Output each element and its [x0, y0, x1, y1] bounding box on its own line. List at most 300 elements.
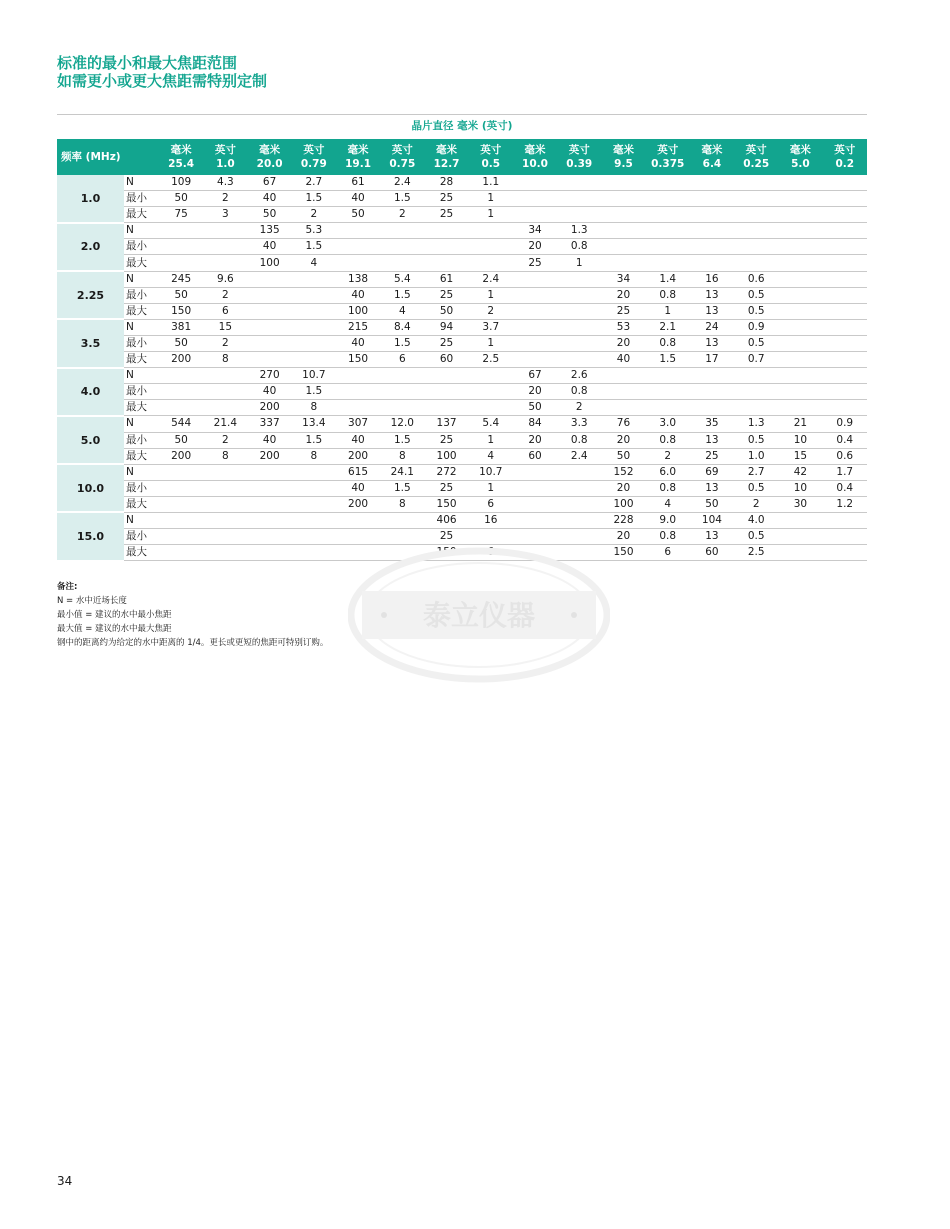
column-size: 0.375 — [651, 158, 685, 170]
value-cell: 4 — [292, 255, 336, 271]
column-header — [336, 139, 380, 175]
value-cell: 272 — [424, 464, 468, 480]
value-cell — [292, 303, 336, 319]
value-cell: 1 — [646, 303, 690, 319]
value-cell — [823, 352, 867, 368]
value-cell: 2.4 — [557, 448, 601, 464]
value-cell: 200 — [247, 400, 291, 416]
value-cell: 1.5 — [380, 335, 424, 351]
value-cell — [292, 287, 336, 303]
column-header — [646, 139, 690, 175]
value-cell: 40 — [601, 352, 645, 368]
value-cell — [734, 239, 778, 255]
value-cell: 0.5 — [734, 303, 778, 319]
value-cell — [823, 191, 867, 207]
value-cell — [778, 352, 822, 368]
value-cell — [247, 287, 291, 303]
value-cell — [159, 480, 203, 496]
column-size: 5.0 — [791, 158, 810, 170]
value-cell — [469, 223, 513, 239]
value-cell: 150 — [424, 545, 468, 561]
value-cell: 35 — [690, 416, 734, 432]
value-cell: 13 — [690, 529, 734, 545]
value-cell: 25 — [424, 480, 468, 496]
row-type-cell: 最小 — [124, 335, 159, 351]
table-row — [57, 239, 867, 255]
value-cell — [690, 400, 734, 416]
value-cell: 1 — [469, 191, 513, 207]
value-cell: 84 — [513, 416, 557, 432]
value-cell: 100 — [336, 303, 380, 319]
value-cell: 150 — [336, 352, 380, 368]
value-cell: 53 — [601, 319, 645, 335]
value-cell — [292, 480, 336, 496]
value-cell: 0.5 — [734, 335, 778, 351]
value-cell — [601, 239, 645, 255]
value-cell — [823, 529, 867, 545]
value-cell: 1.5 — [380, 480, 424, 496]
frequency-cell: 10.0 — [57, 464, 124, 512]
value-cell — [601, 175, 645, 191]
value-cell — [336, 223, 380, 239]
value-cell: 2.1 — [646, 319, 690, 335]
value-cell: 0.8 — [557, 384, 601, 400]
value-cell: 0.8 — [557, 432, 601, 448]
value-cell: 50 — [159, 191, 203, 207]
value-cell — [159, 529, 203, 545]
value-cell: 4.3 — [203, 175, 247, 191]
value-cell — [601, 223, 645, 239]
table-row — [57, 529, 867, 545]
value-cell — [513, 191, 557, 207]
value-cell: 2.7 — [292, 175, 336, 191]
value-cell: 8 — [380, 496, 424, 512]
value-cell: 4 — [380, 303, 424, 319]
column-header — [159, 139, 203, 175]
value-cell: 406 — [424, 512, 468, 528]
value-cell — [778, 207, 822, 223]
value-cell — [557, 207, 601, 223]
row-type-cell: 最小 — [124, 191, 159, 207]
value-cell — [247, 545, 291, 561]
value-cell — [646, 191, 690, 207]
value-cell: 0.5 — [734, 529, 778, 545]
value-cell: 3.0 — [646, 416, 690, 432]
value-cell — [513, 319, 557, 335]
table-row — [57, 255, 867, 271]
value-cell: 60 — [513, 448, 557, 464]
row-type-cell: 最小 — [124, 239, 159, 255]
column-unit: 毫米 — [436, 144, 458, 156]
column-unit: 英寸 — [657, 144, 679, 156]
value-cell — [513, 303, 557, 319]
value-cell: 13 — [690, 303, 734, 319]
value-cell — [247, 496, 291, 512]
value-cell — [247, 303, 291, 319]
value-cell — [690, 384, 734, 400]
table-row — [57, 416, 867, 432]
value-cell — [778, 545, 822, 561]
value-cell: 2 — [203, 287, 247, 303]
column-size: 10.0 — [522, 158, 548, 170]
value-cell: 16 — [690, 271, 734, 287]
value-cell — [778, 529, 822, 545]
value-cell: 10.7 — [292, 368, 336, 384]
value-cell: 13 — [690, 432, 734, 448]
column-size: 0.75 — [389, 158, 416, 170]
value-cell — [734, 400, 778, 416]
value-cell — [203, 368, 247, 384]
row-type-cell: 最大 — [124, 255, 159, 271]
column-size: 0.25 — [743, 158, 770, 170]
value-cell: 15 — [203, 319, 247, 335]
value-cell — [424, 239, 468, 255]
table-row — [57, 223, 867, 239]
value-cell — [469, 384, 513, 400]
value-cell — [159, 223, 203, 239]
table-body — [57, 175, 867, 561]
value-cell — [159, 255, 203, 271]
column-unit: 英寸 — [303, 144, 325, 156]
value-cell — [469, 239, 513, 255]
value-cell: 0.5 — [734, 480, 778, 496]
title-line-2: 如需更小或更大焦距需特别定制 — [57, 72, 268, 90]
value-cell: 3 — [203, 207, 247, 223]
value-cell — [203, 384, 247, 400]
column-size: 0.2 — [835, 158, 855, 170]
value-cell — [513, 207, 557, 223]
value-cell — [203, 239, 247, 255]
value-cell: 245 — [159, 271, 203, 287]
row-type-cell: 最大 — [124, 207, 159, 223]
value-cell: 76 — [601, 416, 645, 432]
watermark-logo — [348, 547, 610, 683]
value-cell: 0.8 — [557, 239, 601, 255]
value-cell: 40 — [247, 191, 291, 207]
column-header — [424, 139, 468, 175]
table-row — [57, 352, 867, 368]
value-cell — [292, 464, 336, 480]
value-cell — [380, 368, 424, 384]
table-row — [57, 464, 867, 480]
value-cell — [469, 368, 513, 384]
value-cell: 17 — [690, 352, 734, 368]
value-cell — [336, 255, 380, 271]
value-cell: 20 — [513, 239, 557, 255]
value-cell: 1.5 — [292, 384, 336, 400]
value-cell — [336, 512, 380, 528]
column-unit: 英寸 — [480, 144, 502, 156]
value-cell — [557, 529, 601, 545]
value-cell: 6 — [203, 303, 247, 319]
value-cell: 135 — [247, 223, 291, 239]
value-cell — [690, 255, 734, 271]
note-line: N = 水中近场长度 — [57, 596, 127, 606]
value-cell: 20 — [513, 432, 557, 448]
column-size: 19.1 — [345, 158, 372, 170]
value-cell: 2 — [203, 191, 247, 207]
value-cell: 2.4 — [380, 175, 424, 191]
value-cell: 1.0 — [734, 448, 778, 464]
value-cell: 0.5 — [734, 432, 778, 448]
value-cell — [247, 319, 291, 335]
value-cell — [203, 223, 247, 239]
value-cell — [336, 368, 380, 384]
value-cell: 2.7 — [734, 464, 778, 480]
value-cell: 2.5 — [734, 545, 778, 561]
value-cell — [336, 239, 380, 255]
value-cell: 1.5 — [380, 191, 424, 207]
value-cell — [159, 545, 203, 561]
value-cell — [247, 464, 291, 480]
row-type-cell: 最大 — [124, 400, 159, 416]
value-cell — [823, 384, 867, 400]
value-cell: 4.0 — [734, 512, 778, 528]
table-row — [57, 191, 867, 207]
value-cell: 69 — [690, 464, 734, 480]
value-cell — [557, 512, 601, 528]
value-cell: 9.0 — [646, 512, 690, 528]
value-cell — [380, 512, 424, 528]
value-cell: 40 — [247, 384, 291, 400]
value-cell: 34 — [513, 223, 557, 239]
value-cell — [513, 352, 557, 368]
value-cell: 10 — [778, 432, 822, 448]
value-cell: 50 — [690, 496, 734, 512]
value-cell: 75 — [159, 207, 203, 223]
value-cell: 1.3 — [557, 223, 601, 239]
watermark-text: 泰立仪器 — [422, 599, 536, 632]
row-type-cell: N — [124, 416, 159, 432]
value-cell: 40 — [336, 287, 380, 303]
value-cell: 1.3 — [734, 416, 778, 432]
value-cell: 25 — [424, 191, 468, 207]
freq-header: 频率 (MHz) — [57, 139, 159, 175]
table-row — [57, 319, 867, 335]
value-cell: 10 — [778, 480, 822, 496]
row-type-cell: 最大 — [124, 496, 159, 512]
column-unit: 英寸 — [391, 144, 413, 156]
value-cell: 0.5 — [734, 287, 778, 303]
row-type-cell: N — [124, 319, 159, 335]
value-cell — [778, 191, 822, 207]
note-line: 最小值 = 建议的水中最小焦距 — [57, 610, 172, 620]
value-cell: 0.4 — [823, 432, 867, 448]
value-cell: 16 — [469, 512, 513, 528]
value-cell — [159, 400, 203, 416]
value-cell — [513, 496, 557, 512]
frequency-cell: 4.0 — [57, 368, 124, 416]
value-cell — [823, 335, 867, 351]
row-type-cell: 最大 — [124, 448, 159, 464]
table-row — [57, 175, 867, 191]
value-cell — [778, 255, 822, 271]
table-row — [57, 448, 867, 464]
value-cell: 25 — [424, 207, 468, 223]
caption-divider — [57, 114, 867, 115]
value-cell — [601, 400, 645, 416]
value-cell — [690, 191, 734, 207]
table-row — [57, 432, 867, 448]
value-cell — [646, 175, 690, 191]
value-cell: 10.7 — [469, 464, 513, 480]
value-cell — [292, 512, 336, 528]
column-unit: 毫米 — [612, 144, 634, 156]
value-cell — [513, 271, 557, 287]
value-cell — [734, 191, 778, 207]
value-cell: 2 — [380, 207, 424, 223]
row-type-cell: 最小 — [124, 384, 159, 400]
value-cell — [159, 384, 203, 400]
value-cell: 4 — [469, 448, 513, 464]
value-cell: 4 — [646, 496, 690, 512]
value-cell — [823, 287, 867, 303]
value-cell: 0.6 — [823, 448, 867, 464]
value-cell — [690, 207, 734, 223]
value-cell: 8 — [292, 400, 336, 416]
value-cell — [823, 400, 867, 416]
value-cell: 544 — [159, 416, 203, 432]
column-header — [469, 139, 513, 175]
value-cell: 2.5 — [469, 352, 513, 368]
value-cell: 152 — [601, 464, 645, 480]
value-cell — [336, 384, 380, 400]
value-cell: 8 — [203, 448, 247, 464]
value-cell — [159, 464, 203, 480]
value-cell — [203, 400, 247, 416]
column-header — [380, 139, 424, 175]
frequency-cell: 1.0 — [57, 175, 124, 223]
row-type-cell: 最小 — [124, 432, 159, 448]
value-cell: 2 — [292, 207, 336, 223]
value-cell: 50 — [424, 303, 468, 319]
value-cell: 6 — [380, 352, 424, 368]
value-cell — [159, 368, 203, 384]
value-cell — [513, 480, 557, 496]
value-cell — [292, 271, 336, 287]
value-cell — [778, 271, 822, 287]
value-cell — [380, 384, 424, 400]
value-cell — [823, 271, 867, 287]
value-cell: 3.7 — [469, 319, 513, 335]
column-size: 20.0 — [256, 158, 283, 170]
value-cell — [557, 335, 601, 351]
value-cell — [823, 545, 867, 561]
value-cell: 109 — [159, 175, 203, 191]
value-cell — [469, 400, 513, 416]
row-type-cell: 最大 — [124, 303, 159, 319]
value-cell — [646, 207, 690, 223]
value-cell — [778, 368, 822, 384]
value-cell — [646, 368, 690, 384]
frequency-cell: 5.0 — [57, 416, 124, 464]
value-cell: 1.5 — [646, 352, 690, 368]
value-cell — [690, 175, 734, 191]
value-cell: 3.3 — [557, 416, 601, 432]
value-cell: 25 — [690, 448, 734, 464]
value-cell — [513, 464, 557, 480]
value-cell: 25 — [424, 432, 468, 448]
value-cell: 137 — [424, 416, 468, 432]
column-unit: 毫米 — [170, 144, 192, 156]
table-row — [57, 335, 867, 351]
focal-range-table — [57, 139, 867, 562]
value-cell — [734, 384, 778, 400]
value-cell — [778, 287, 822, 303]
value-cell — [203, 512, 247, 528]
value-cell: 200 — [159, 352, 203, 368]
value-cell — [424, 255, 468, 271]
value-cell: 25 — [513, 255, 557, 271]
column-unit: 毫米 — [789, 144, 811, 156]
value-cell: 60 — [690, 545, 734, 561]
value-cell: 1.5 — [380, 432, 424, 448]
value-cell — [646, 239, 690, 255]
table-header-row — [57, 139, 867, 175]
row-type-cell: N — [124, 175, 159, 191]
value-cell — [380, 400, 424, 416]
column-unit: 毫米 — [701, 144, 723, 156]
value-cell: 138 — [336, 271, 380, 287]
value-cell — [469, 255, 513, 271]
value-cell — [380, 529, 424, 545]
value-cell — [823, 239, 867, 255]
value-cell — [823, 512, 867, 528]
value-cell: 25 — [601, 303, 645, 319]
value-cell: 9.6 — [203, 271, 247, 287]
value-cell: 2 — [203, 335, 247, 351]
row-type-cell: N — [124, 271, 159, 287]
column-size: 0.39 — [566, 158, 593, 170]
value-cell — [203, 255, 247, 271]
value-cell — [557, 175, 601, 191]
value-cell: 200 — [247, 448, 291, 464]
value-cell — [247, 480, 291, 496]
value-cell — [823, 175, 867, 191]
table-caption: 晶片直径 毫米 (英寸) — [411, 120, 513, 132]
value-cell: 2 — [203, 432, 247, 448]
value-cell: 1 — [469, 335, 513, 351]
row-type-cell: N — [124, 464, 159, 480]
value-cell: 0.9 — [734, 319, 778, 335]
value-cell: 1.1 — [469, 175, 513, 191]
value-cell — [601, 255, 645, 271]
value-cell: 6.0 — [646, 464, 690, 480]
value-cell: 0.8 — [646, 480, 690, 496]
value-cell: 0.8 — [646, 335, 690, 351]
value-cell: 13 — [690, 335, 734, 351]
value-cell — [247, 335, 291, 351]
value-cell: 50 — [336, 207, 380, 223]
value-cell: 0.9 — [823, 416, 867, 432]
value-cell — [823, 255, 867, 271]
notes — [57, 580, 328, 650]
value-cell — [513, 512, 557, 528]
table-row — [57, 271, 867, 287]
value-cell — [469, 529, 513, 545]
column-size: 0.5 — [481, 158, 501, 170]
note-line: 最大值 = 建议的水中最大焦距 — [57, 624, 172, 634]
value-cell: 1.5 — [380, 287, 424, 303]
row-type-cell: 最小 — [124, 287, 159, 303]
column-header — [734, 139, 778, 175]
value-cell — [778, 175, 822, 191]
value-cell: 40 — [247, 239, 291, 255]
value-cell — [823, 319, 867, 335]
value-cell: 2 — [734, 496, 778, 512]
notes-heading: 备注: — [57, 582, 78, 592]
value-cell — [424, 384, 468, 400]
